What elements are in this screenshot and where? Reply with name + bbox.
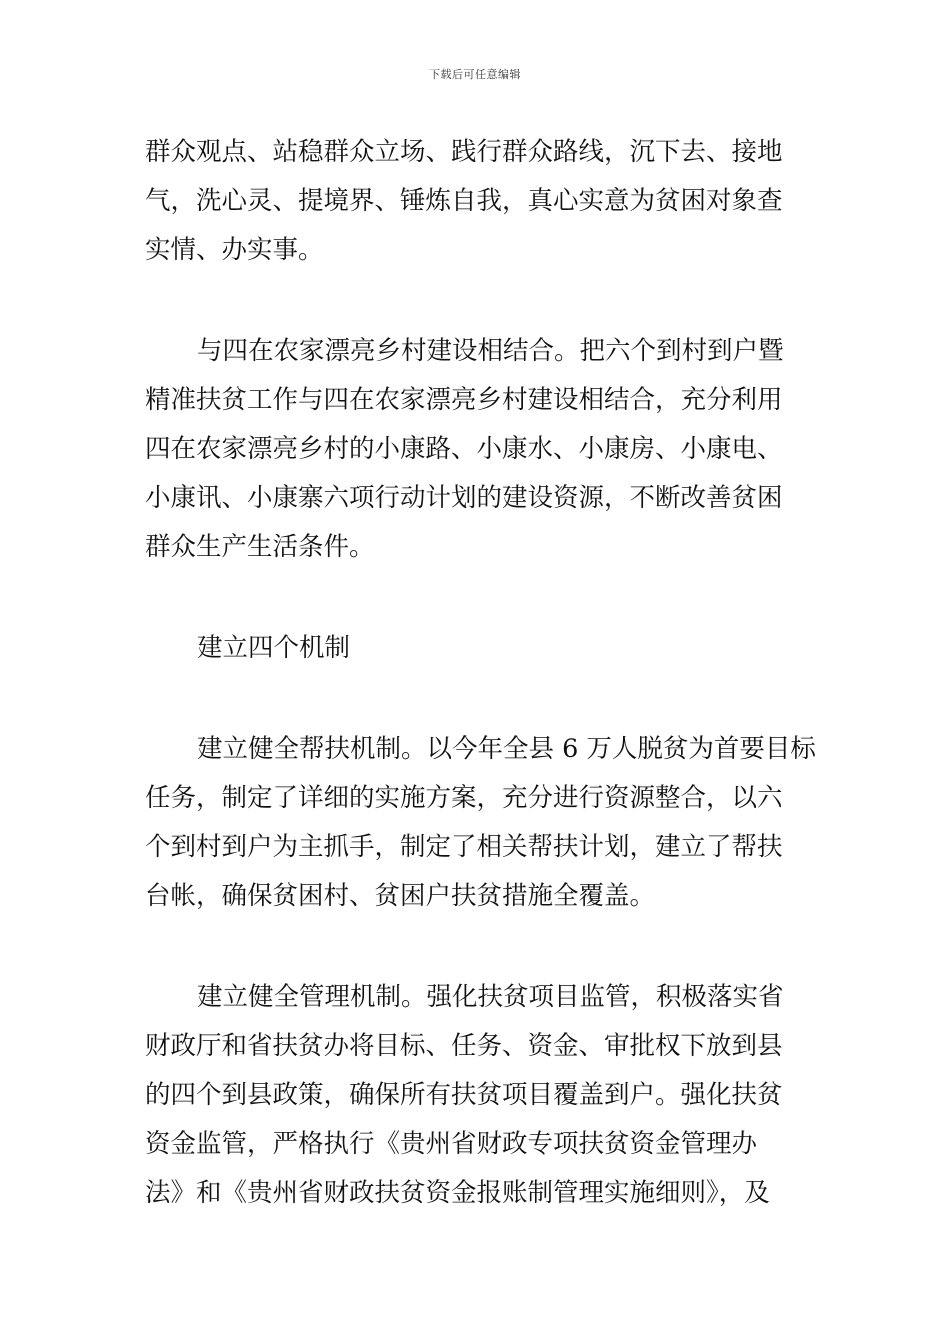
- paragraph-line: 气，洗心灵、提境界、锤炼自我，真心实意为贫困对象查: [145, 186, 783, 216]
- paragraph-3: [145, 725, 816, 921]
- section-heading: [145, 624, 813, 673]
- paragraph-line: 个到村到户为主抓手，制定了相关帮扶计划，建立了帮扶: [145, 832, 783, 862]
- paragraph-line: 四在农家漂亮乡村的小康路、小康水、小康房、小康电、: [145, 434, 783, 464]
- paragraph-line: 小康讯、小康寨六项行动计划的建设资源，不断改善贫困: [145, 483, 783, 513]
- paragraph-line: 财政厅和省扶贫办将目标、任务、资金、审批权下放到县: [145, 1031, 783, 1061]
- section-heading-text: 建立四个机制: [197, 633, 351, 663]
- paragraph-line: 建立健全管理机制。强化扶贫项目监管，积极落实省: [197, 982, 784, 1012]
- paragraph-line: 实情、办实事。: [145, 235, 324, 265]
- page-header: 下载后可任意编辑: [429, 68, 521, 81]
- paragraph-line: 群众生产生活条件。: [145, 532, 375, 562]
- paragraph-2: [145, 327, 813, 572]
- paragraph-line: 任务，制定了详细的实施方案，充分进行资源整合，以六: [145, 783, 783, 813]
- paragraph-1: [145, 128, 813, 275]
- paragraph-line: 法》和《贵州省财政扶贫资金报账制管理实施细则》，及: [145, 1178, 770, 1208]
- paragraph-line: 精准扶贫工作与四在农家漂亮乡村建设相结合，充分利用: [145, 385, 783, 415]
- paragraph-line: 与四在农家漂亮乡村建设相结合。把六个到村到户暨: [197, 336, 784, 366]
- paragraph-line: 建立健全帮扶机制。以今年全县 6 万人脱贫为首要目标: [197, 734, 816, 764]
- paragraph-line: 台帐，确保贫困村、贫困户扶贫措施全覆盖。: [145, 881, 656, 911]
- paragraph-line: 群众观点、站稳群众立场、践行群众路线，沉下去、接地: [145, 137, 783, 167]
- paragraph-4: [145, 973, 813, 1218]
- paragraph-line: 的四个到县政策，确保所有扶贫项目覆盖到户。强化扶贫: [145, 1080, 783, 1110]
- document-body: [145, 128, 816, 1270]
- paragraph-line: 资金监管，严格执行《贵州省财政专项扶贫资金管理办: [145, 1129, 758, 1159]
